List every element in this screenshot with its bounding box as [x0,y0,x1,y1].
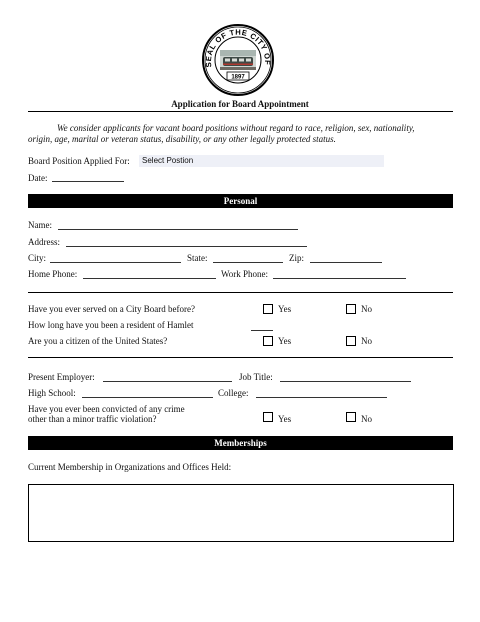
date-field[interactable] [52,181,124,182]
divider-2 [28,357,453,358]
intro-line-1: We consider applicants for vacant board positions without regard to race, religion, sex, nationality, [57,123,415,133]
state-label: State: [187,253,208,263]
name-field[interactable] [58,229,298,230]
citizen-no-checkbox[interactable] [346,336,356,346]
college-field[interactable] [256,397,387,398]
home-phone-label: Home Phone: [28,269,78,279]
address-field[interactable] [66,246,307,247]
convicted-yes-label: Yes [278,414,292,424]
city-field[interactable] [50,262,181,263]
job-title-label: Job Title: [239,372,273,382]
name-label: Name: [28,220,52,230]
convicted-yes-checkbox[interactable] [263,412,273,422]
memberships-textarea[interactable] [28,484,454,542]
zip-label: Zip: [289,253,304,263]
high-school-field[interactable] [82,397,213,398]
citizen-yes-label: Yes [278,336,292,346]
employer-field[interactable] [103,381,232,382]
state-field[interactable] [213,262,283,263]
resident-question: How long have you been a resident of Hamlet [28,320,194,330]
position-label: Board Position Applied For: [28,156,130,166]
title-rule [28,111,453,112]
college-label: College: [218,388,249,398]
work-phone-field[interactable] [273,278,406,279]
address-label: Address: [28,237,60,247]
served-yes-checkbox[interactable] [263,304,273,314]
form-title: Application for Board Appointment [171,99,309,109]
city-label: City: [28,253,47,263]
zip-field[interactable] [310,262,382,263]
high-school-label: High School: [28,388,76,398]
date-label: Date: [28,173,48,183]
citizen-yes-checkbox[interactable] [263,336,273,346]
svg-text:SEAL OF THE CITY OF HAMLET N.C: SEAL OF THE CITY OF [203,27,273,68]
citizen-question: Are you a citizen of the United States? [28,336,168,346]
convicted-no-label: No [361,414,372,424]
served-no-label: No [361,304,372,314]
resident-field[interactable] [251,330,273,331]
employer-label: Present Employer: [28,372,95,382]
served-question: Have you ever served on a City Board before? [28,304,195,314]
position-select[interactable]: Select Postion [139,155,384,167]
job-title-field[interactable] [280,381,411,382]
citizen-no-label: No [361,336,372,346]
work-phone-label: Work Phone: [221,269,269,279]
convicted-no-checkbox[interactable] [346,412,356,422]
svg-text:1897: 1897 [231,74,245,81]
section-memberships: Memberships [28,436,453,450]
convicted-question-line-1: Have you ever been convicted of any crime [28,404,185,414]
home-phone-field[interactable] [83,278,216,279]
memberships-label: Current Membership in Organizations and Offices Held: [28,462,232,472]
section-personal: Personal [28,194,453,208]
served-yes-label: Yes [278,304,292,314]
served-no-checkbox[interactable] [346,304,356,314]
intro-line-2: origin, age, marital or veteran status, disability, or any other legally protected status. [28,134,336,144]
city-seal [201,23,275,97]
convicted-question-line-2: other than a minor traffic violation? [28,414,157,424]
divider-1 [28,292,453,293]
